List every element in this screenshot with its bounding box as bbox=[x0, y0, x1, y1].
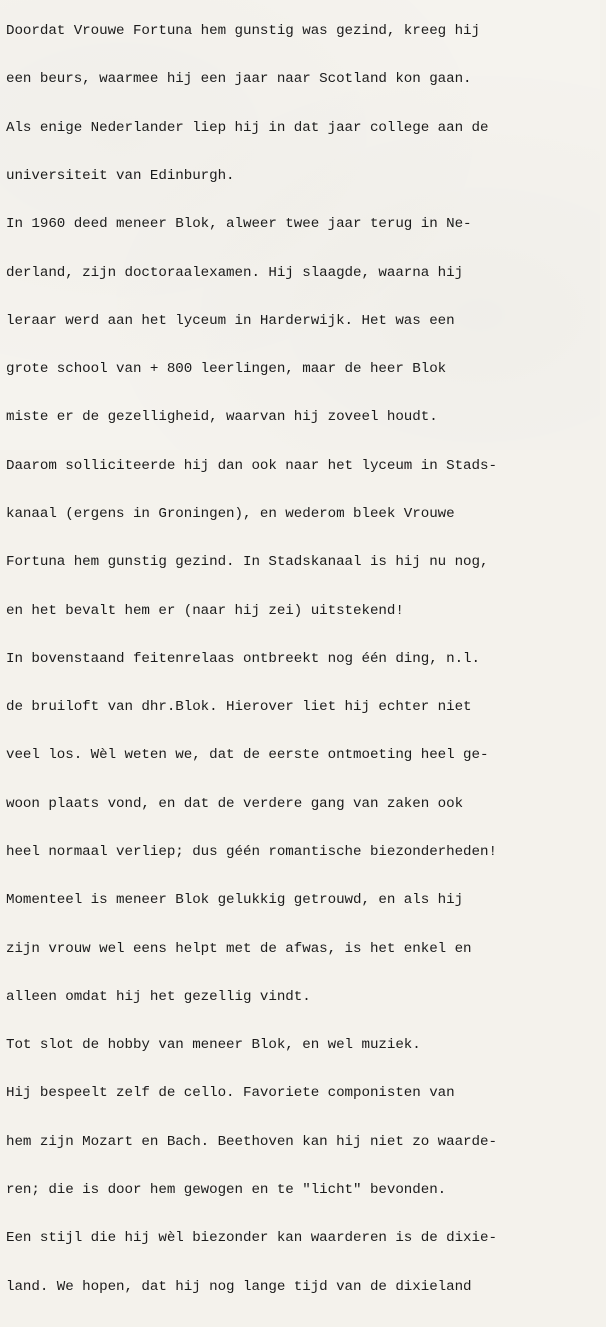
text-line: miste er de gezelligheid, waarvan hij zoveel houdt. bbox=[6, 409, 438, 426]
text-line: Tot slot de hobby van meneer Blok, en wel muziek. bbox=[6, 1037, 421, 1054]
text-line: In 1960 deed meneer Blok, alweer twee jaar terug in Ne- bbox=[6, 216, 472, 233]
text-line: Doordat Vrouwe Fortuna hem gunstig was gezind, kreeg hij bbox=[6, 23, 480, 40]
text-line: Fortuna hem gunstig gezind. In Stadskanaal is hij nu nog, bbox=[6, 554, 489, 571]
text-line: Hij bespeelt zelf de cello. Favoriete componisten van bbox=[6, 1085, 455, 1102]
text-line: hem zijn Mozart en Bach. Beethoven kan hij niet zo waarde- bbox=[6, 1133, 497, 1150]
text-line: Daarom solliciteerde hij dan ook naar het lyceum in Stads- bbox=[6, 457, 497, 474]
text-line: grote school van + 800 leerlingen, maar de heer Blok bbox=[6, 361, 447, 378]
text-line: Momenteel is meneer Blok gelukkig getrouwd, en als hij bbox=[6, 892, 464, 909]
text-line: ren; die is door hem gewogen en te "licht" bevonden. bbox=[6, 1181, 447, 1198]
text-line: land. We hopen, dat hij nog lange tijd van de dixieland bbox=[6, 1278, 472, 1295]
text-line: In bovenstaand feitenrelaas ontbreekt nog één ding, n.l. bbox=[6, 650, 480, 667]
text-line: derland, zijn doctoraalexamen. Hij slaagde, waarna hij bbox=[6, 264, 464, 281]
text-line: veel los. Wèl weten we, dat de eerste ontmoeting heel ge- bbox=[6, 747, 489, 764]
text-line: de bruiloft van dhr.Blok. Hierover liet hij echter niet bbox=[6, 699, 472, 716]
text-line: zijn vrouw wel eens helpt met de afwas, is het enkel en bbox=[6, 940, 472, 957]
text-line: woon plaats vond, en dat de verdere gang van zaken ook bbox=[6, 795, 464, 812]
text-line: alleen omdat hij het gezellig vindt. bbox=[6, 988, 311, 1005]
text-line: kanaal (ergens in Groningen), en wederom bleek Vrouwe bbox=[6, 506, 455, 522]
text-line: een beurs, waarmee hij een jaar naar Scotland kon gaan. bbox=[6, 71, 472, 88]
typewritten-text bbox=[6, 0, 606, 1327]
text-line: universiteit van Edinburgh. bbox=[6, 168, 235, 185]
text-line: Als enige Nederlander liep hij in dat jaar college aan de bbox=[6, 119, 489, 136]
text-line: heel normaal verliep; dus géén romantische biezonderheden! bbox=[6, 843, 497, 860]
text-line: en het bevalt hem er (naar hij zei) uitstekend! bbox=[6, 602, 404, 619]
text-line: leraar werd aan het lyceum in Harderwijk. Het was een bbox=[6, 312, 455, 329]
text-line: Een stijl die hij wèl biezonder kan waarderen is de dixie- bbox=[6, 1230, 497, 1247]
